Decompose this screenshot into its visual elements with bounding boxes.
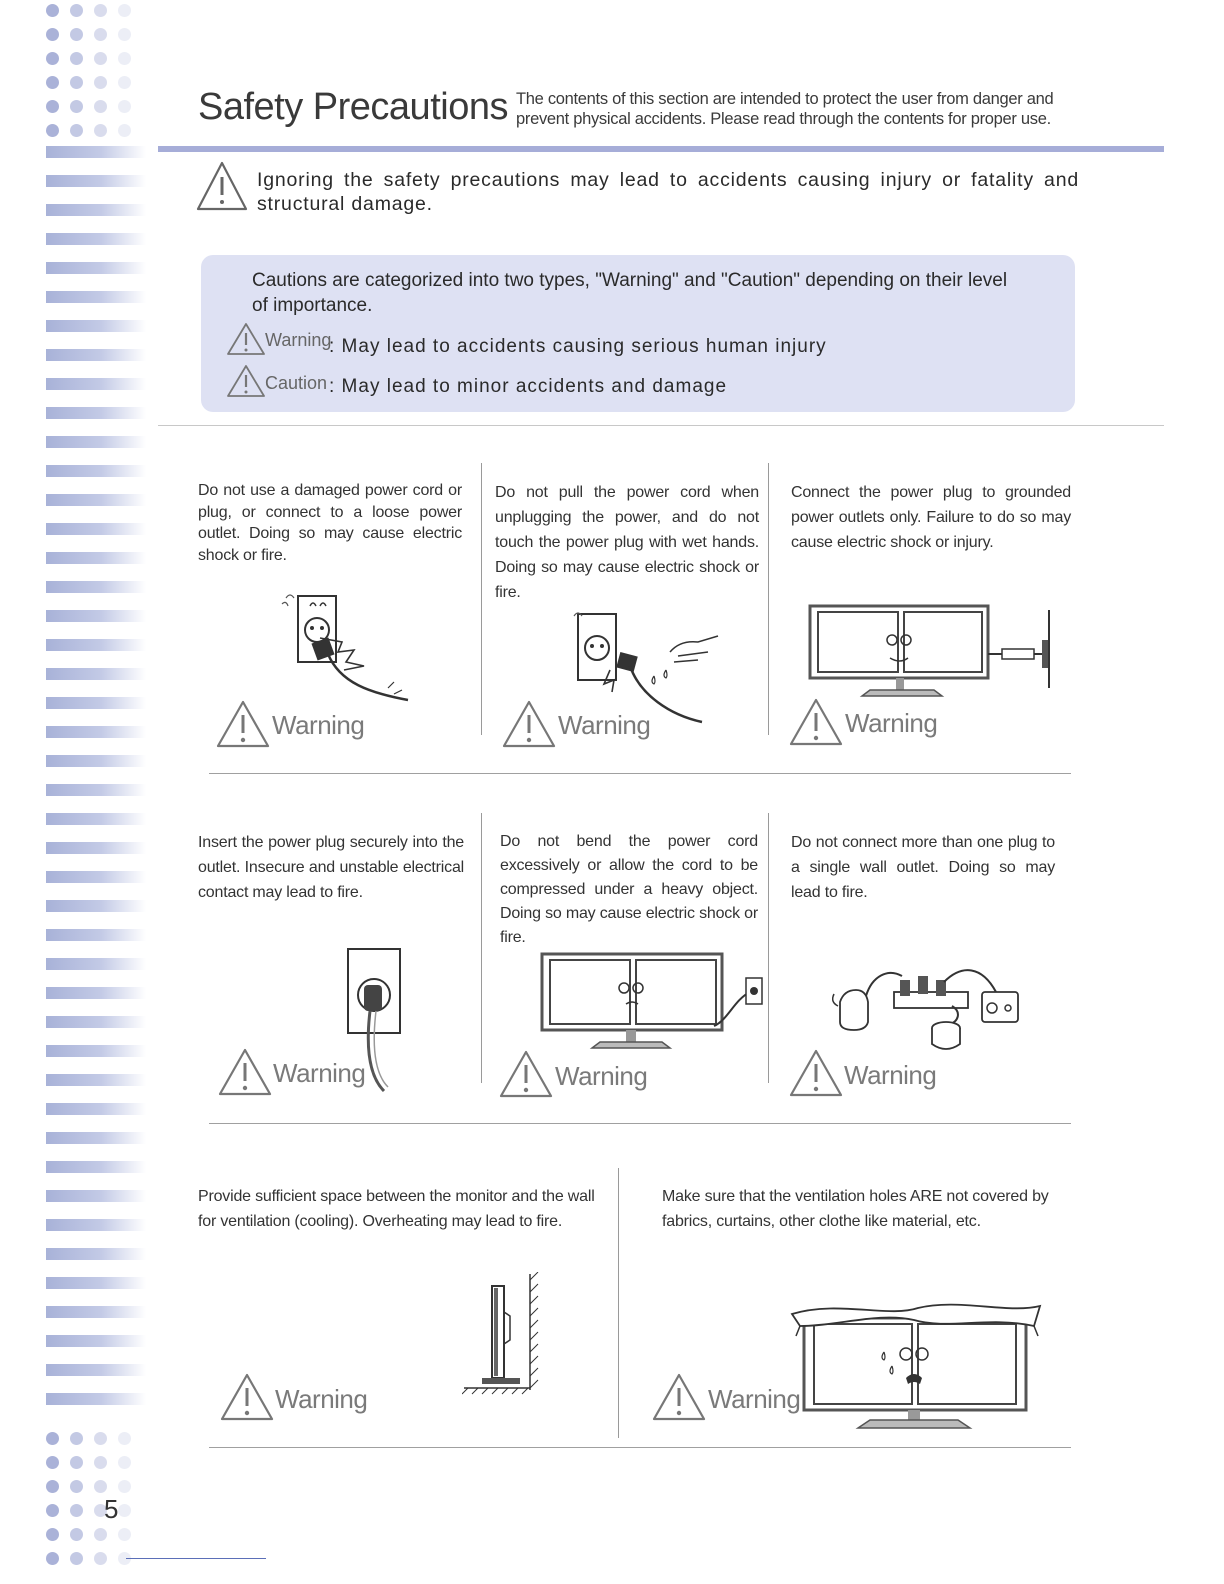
decorative-bar (46, 175, 146, 187)
decorative-bar (46, 349, 146, 361)
warning-triangle-icon (499, 1050, 553, 1098)
decorative-bar (46, 1161, 146, 1173)
warning-label: Warning (845, 708, 938, 738)
decorative-dot (94, 76, 107, 89)
bent-cord-monitor-illustration (538, 950, 766, 1052)
decorative-side-strip (46, 0, 158, 1584)
decorative-bar (46, 146, 146, 158)
page-number: 5 (104, 1494, 119, 1524)
warning-label: Warning (708, 1384, 801, 1414)
decorative-bar (46, 668, 146, 680)
warning-label: Warning (844, 1060, 937, 1090)
decorative-dot (118, 1456, 131, 1469)
decorative-bar (46, 1103, 146, 1115)
precaution-text: Do not pull the power cord when unplugging the power, and do not touch the power plug with wet hands. Doing so may cause electric shock or fire. (495, 484, 759, 601)
page-subtitle: The contents of this section are intended to protect the user from danger and prevent physical accidents. Please read through the contents for proper use. (516, 90, 1054, 128)
decorative-dot (118, 76, 131, 89)
decorative-dot (70, 76, 83, 89)
warning-triangle-icon (216, 700, 270, 748)
precaution-text: Insert the power plug securely into the outlet. Insecure and unstable electrical contact may lead to fire. (198, 834, 464, 901)
decorative-bar (46, 1045, 146, 1057)
precaution-text: Do not connect more than one plug to a single wall outlet. Doing so may lead to fire. (791, 834, 1055, 901)
decorative-bar (46, 813, 146, 825)
column-divider (481, 463, 482, 735)
decorative-bar (46, 697, 146, 709)
intro-text: Ignoring the safety precautions may lead to accidents causing injury or fatality and structural damage. (257, 169, 1079, 215)
precaution-text: Make sure that the ventilation holes ARE not covered by fabrics, curtains, other clothe like material, etc. (662, 1188, 1049, 1230)
decorative-dot (46, 4, 59, 17)
caution-description: : May lead to minor accidents and damage (329, 376, 728, 397)
decorative-dot (46, 76, 59, 89)
overloaded-outlet-illustration (832, 962, 1028, 1054)
decorative-bar (46, 291, 146, 303)
category-text: Cautions are categorized into two types, "Warning" and "Caution" depending on their level of importance. (252, 270, 1008, 316)
warning-triangle-icon (652, 1373, 706, 1421)
footer-line (126, 1558, 266, 1559)
decorative-bar (46, 378, 146, 390)
precaution-text: Provide sufficient space between the monitor and the wall for ventilation (cooling). Overheating may lead to fire. (198, 1188, 595, 1230)
section-rule (158, 425, 1164, 426)
column-divider (768, 813, 769, 1083)
decorative-dot (70, 1528, 83, 1541)
decorative-dot (118, 28, 131, 41)
warning-label: Warning (555, 1061, 648, 1091)
decorative-dot (94, 4, 107, 17)
decorative-dot (70, 100, 83, 113)
decorative-bar (46, 1074, 146, 1086)
decorative-dot (46, 1432, 59, 1445)
decorative-bar (46, 552, 146, 564)
decorative-bar (46, 726, 146, 738)
decorative-dot (118, 1432, 131, 1445)
decorative-dot (70, 1456, 83, 1469)
grounded-monitor-illustration (806, 600, 1056, 705)
decorative-bar (46, 639, 146, 651)
decorative-bar (46, 958, 146, 970)
decorative-bar (46, 755, 146, 767)
decorative-dot (94, 1456, 107, 1469)
decorative-bar (46, 929, 146, 941)
decorative-dot (94, 1552, 107, 1565)
decorative-dot (94, 1480, 107, 1493)
decorative-dot (118, 4, 131, 17)
row-divider (209, 773, 1071, 774)
decorative-bar (46, 1190, 146, 1202)
warning-description: : May lead to accidents causing serious human injury (329, 336, 827, 357)
decorative-bar (46, 523, 146, 535)
covered-monitor-illustration (788, 1296, 1044, 1432)
decorative-dot (70, 124, 83, 137)
decorative-bar (46, 1132, 146, 1144)
warning-label: Warning (273, 1058, 366, 1088)
decorative-dot (46, 1480, 59, 1493)
decorative-bar (46, 494, 146, 506)
decorative-bar (46, 1393, 146, 1405)
decorative-bar (46, 204, 146, 216)
decorative-dot (46, 28, 59, 41)
header-rule (158, 146, 1164, 152)
warning-label: Warning (558, 710, 651, 740)
decorative-dot (70, 52, 83, 65)
decorative-dot (94, 100, 107, 113)
decorative-dot (118, 100, 131, 113)
warning-triangle-icon (502, 700, 556, 748)
decorative-dot (46, 1504, 59, 1517)
decorative-dot (46, 100, 59, 113)
decorative-bar (46, 581, 146, 593)
decorative-bar (46, 465, 146, 477)
precaution-text: Do not bend the power cord excessively or allow the cord to be compressed under a heavy object. Doing so may cause electric shock or fire. (500, 833, 758, 946)
warning-triangle-icon (789, 1049, 843, 1097)
decorative-dot (70, 28, 83, 41)
decorative-dot (118, 1480, 131, 1493)
caution-label: Caution (265, 373, 328, 393)
decorative-dot (70, 1552, 83, 1565)
decorative-dot (118, 1504, 131, 1517)
decorative-bar (46, 262, 146, 274)
column-divider (618, 1168, 619, 1438)
precaution-text: Connect the power plug to grounded power outlets only. Failure to do so may cause electric shock or injury. (791, 484, 1071, 551)
decorative-dot (94, 28, 107, 41)
column-divider (481, 813, 482, 1083)
decorative-dot (46, 1456, 59, 1469)
page-title: Safety Precautions (198, 86, 508, 128)
warning-triangle-icon (218, 1048, 272, 1096)
decorative-dot (118, 52, 131, 65)
decorative-bar (46, 233, 146, 245)
decorative-dot (94, 124, 107, 137)
row-divider (209, 1123, 1071, 1124)
decorative-bar (46, 320, 146, 332)
decorative-dot (70, 1504, 83, 1517)
decorative-bar (46, 436, 146, 448)
decorative-dot (94, 1432, 107, 1445)
decorative-bar (46, 1364, 146, 1376)
decorative-dot (118, 124, 131, 137)
decorative-dot (46, 1552, 59, 1565)
decorative-dot (46, 124, 59, 137)
decorative-bar (46, 1016, 146, 1028)
warning-label: Warning (265, 330, 332, 350)
decorative-bar (46, 1306, 146, 1318)
caution-triangle-icon (226, 364, 266, 398)
decorative-bar (46, 1335, 146, 1347)
decorative-dot (70, 1432, 83, 1445)
decorative-dot (94, 52, 107, 65)
warning-label: Warning (272, 710, 365, 740)
decorative-bar (46, 407, 146, 419)
decorative-dot (118, 1528, 131, 1541)
warning-label: Warning (275, 1384, 368, 1414)
decorative-bar (46, 1248, 146, 1260)
warning-triangle-icon (220, 1373, 274, 1421)
decorative-bar (46, 1277, 146, 1289)
decorative-bar (46, 1219, 146, 1231)
warning-triangle-icon (195, 160, 249, 212)
decorative-bar (46, 842, 146, 854)
decorative-bar (46, 610, 146, 622)
monitor-wall-clearance-illustration (462, 1272, 542, 1396)
row-divider (209, 1447, 1071, 1448)
decorative-bar (46, 900, 146, 912)
decorative-bar (46, 871, 146, 883)
damaged-plug-illustration (280, 588, 415, 713)
decorative-bar (46, 784, 146, 796)
decorative-bar (46, 987, 146, 999)
decorative-dot (46, 1528, 59, 1541)
decorative-dot (70, 1480, 83, 1493)
precaution-text: Do not use a damaged power cord or plug, or connect to a loose power outlet. Doing so may cause electric shock or fire. (198, 482, 462, 564)
warning-triangle-icon (789, 698, 843, 746)
column-divider (768, 463, 769, 735)
decorative-dot (70, 4, 83, 17)
warning-triangle-icon (226, 322, 266, 356)
decorative-dot (46, 52, 59, 65)
decorative-dot (94, 1528, 107, 1541)
